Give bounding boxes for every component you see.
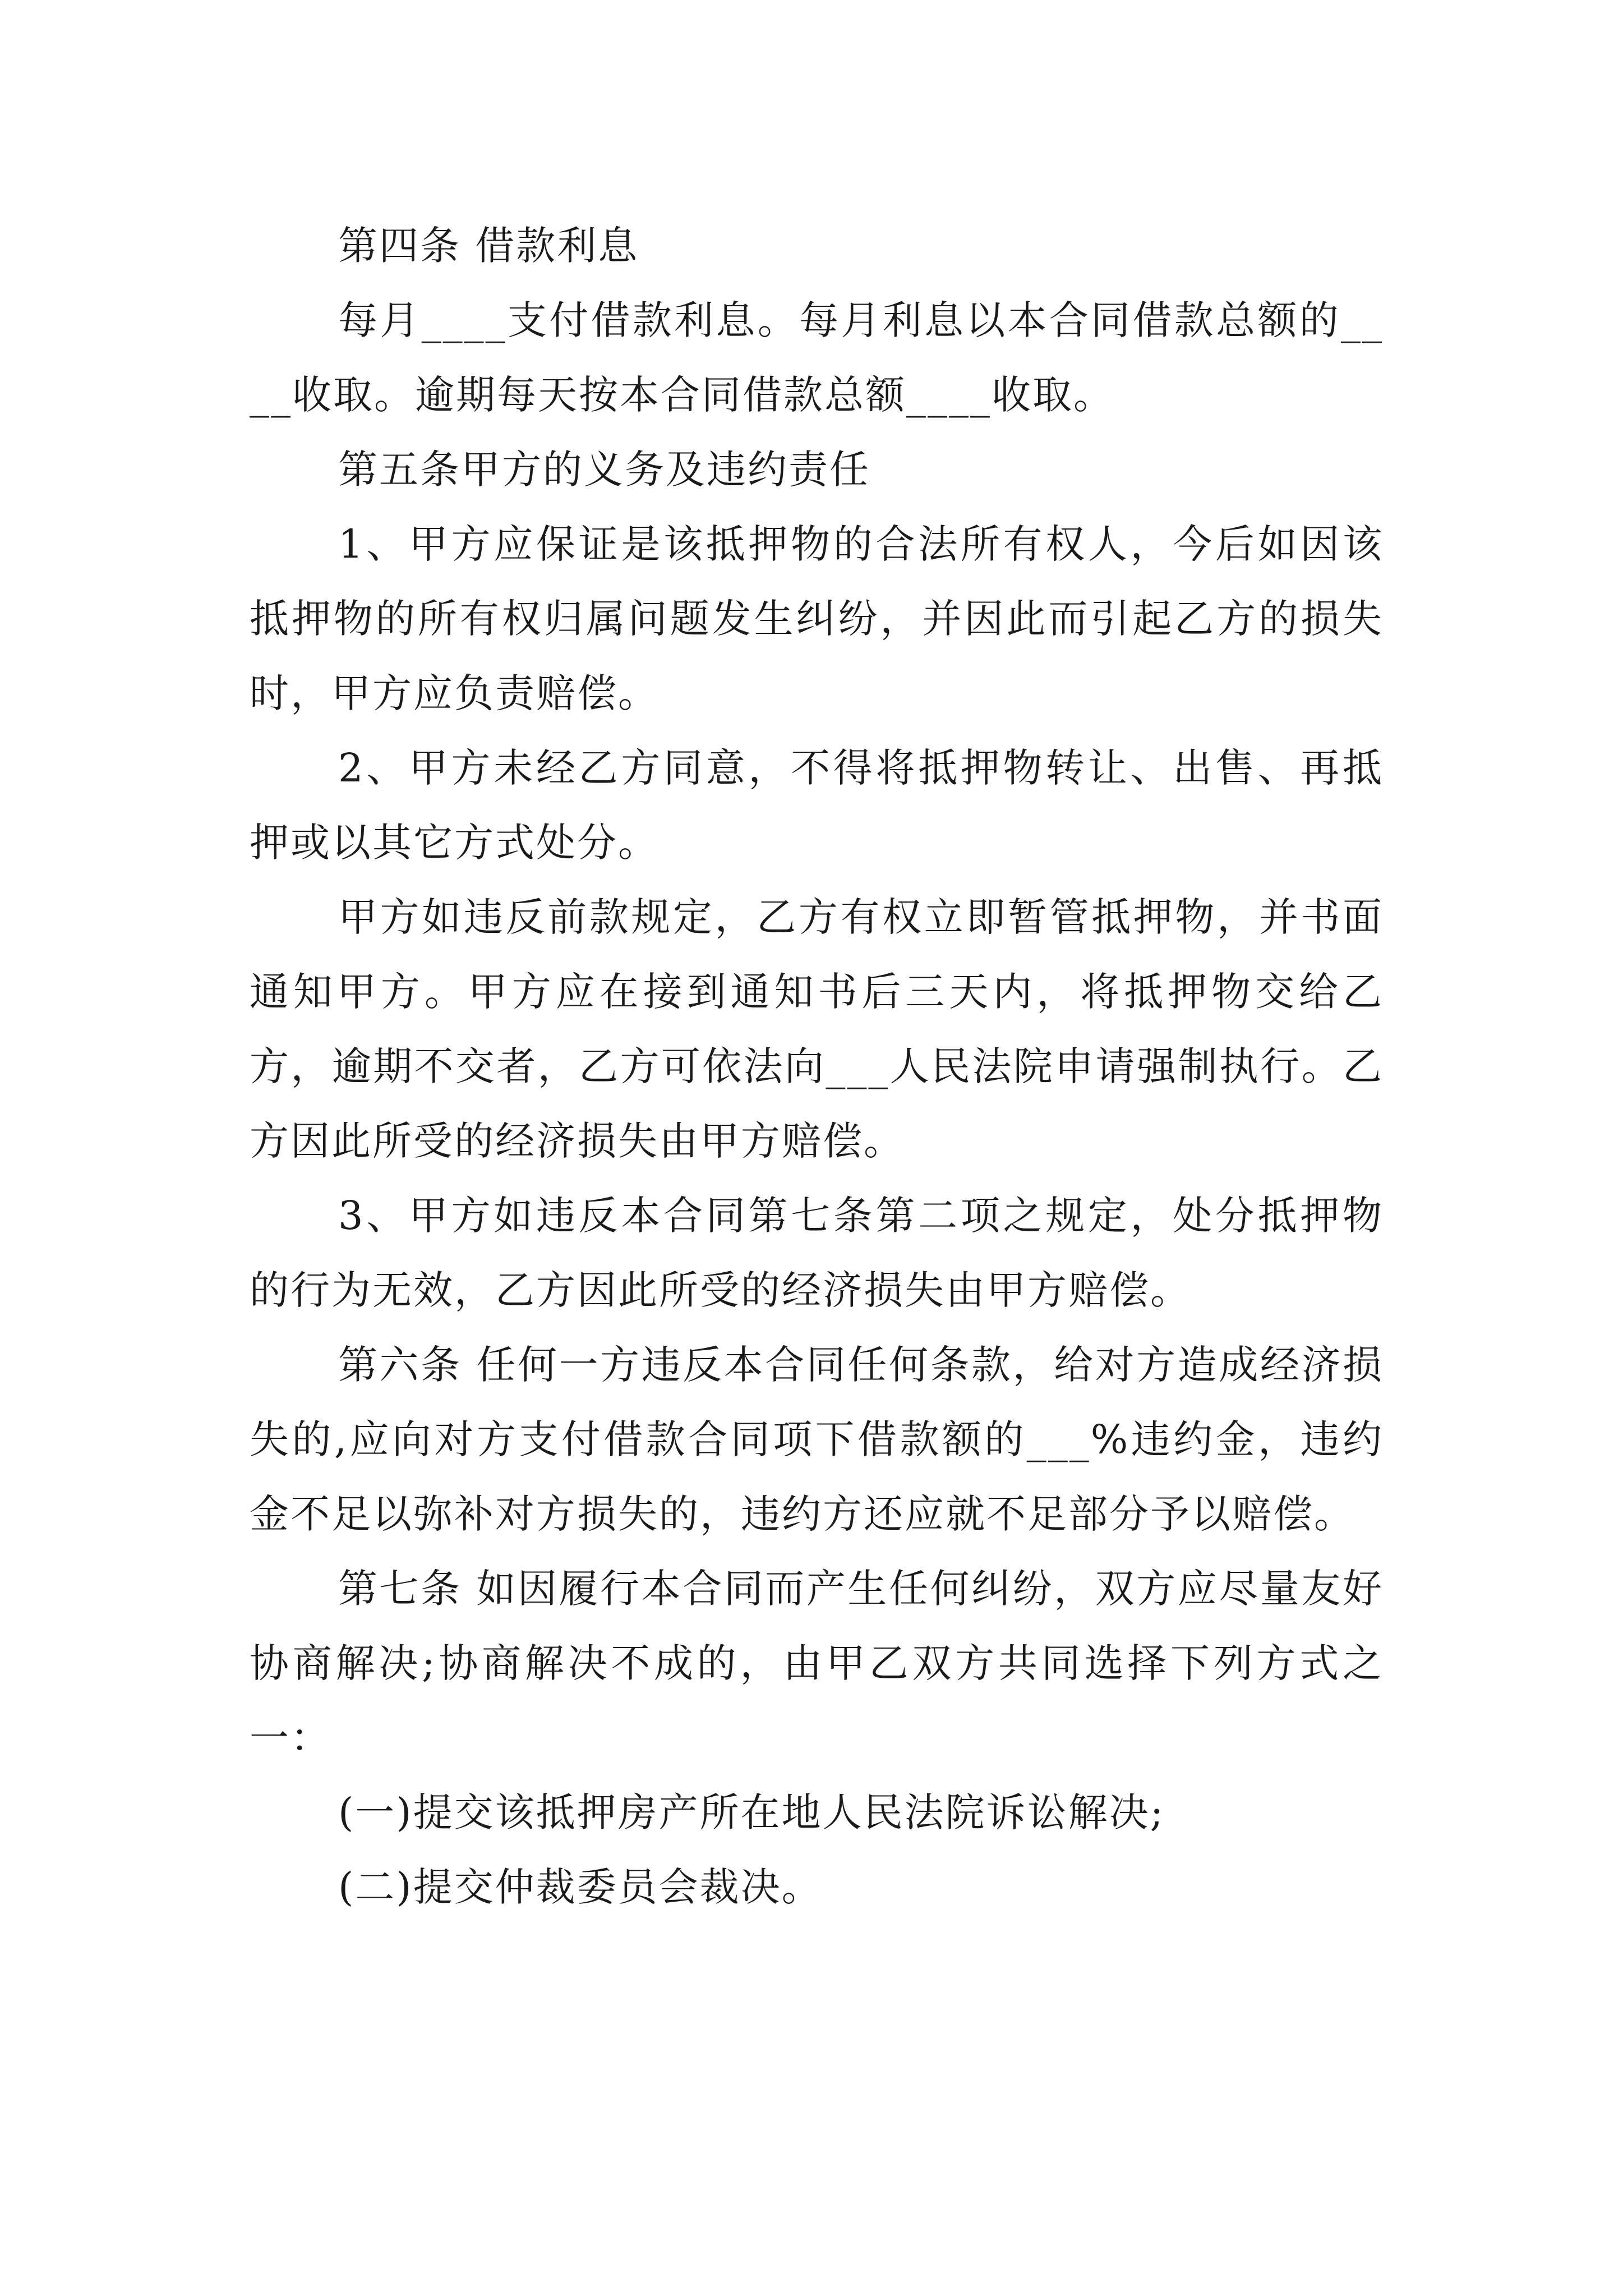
article-4-interest-clause: 每月____支付借款利息。每月利息以本合同借款总额的____收取。逾期每天按本合同借款总额____收取。 [250,297,1384,418]
article-4-heading: 第四条 借款利息 [338,223,639,269]
article-5-item-1: 1、甲方应保证是该抵押物的合法所有权人，今后如因该抵押物的所有权归属问题发生纠纷，并因此而引起乙方的损失时，甲方应负责赔偿。 [250,521,1384,716]
article-5-item-2: 2、甲方未经乙方同意，不得将抵押物转让、出售、再抵押或以其它方式处分。 [250,745,1384,866]
article-5-heading: 第五条甲方的义务及违约责任 [338,447,870,493]
article-5-item-3: 3、甲方如违反本合同第七条第二项之规定，处分抵押物的行为无效，乙方因此所受的经济损失由甲方赔偿。 [250,1193,1384,1313]
article-7-clause: 第七条 如因履行本合同而产生任何纠纷，双方应尽量友好协商解决;协商解决不成的，由甲乙双方共同选择下列方式之一： [250,1566,1384,1761]
article-6-clause: 第六条 任何一方违反本合同任何条款，给对方造成经济损失的,应向对方支付借款合同项下借款额的___%违约金，违约金不足以弥补对方损失的，违约方还应就不足部分予以赔偿。 [250,1342,1384,1537]
article-7-option-2: (二)提交仲裁委员会裁决。 [338,1864,823,1910]
document-body [250,209,1384,1925]
article-7-option-1: (一)提交该抵押房产所在地人民法院诉讼解决; [338,1789,1165,1835]
article-5-item-2-breach: 甲方如违反前款规定，乙方有权立即暂管抵押物，并书面通知甲方。甲方应在接到通知书后三天内，将抵押物交给乙方，逾期不交者，乙方可依法向___人民法院申请强制执行。乙方因此所受的经济损失由甲方赔偿。 [250,894,1384,1164]
